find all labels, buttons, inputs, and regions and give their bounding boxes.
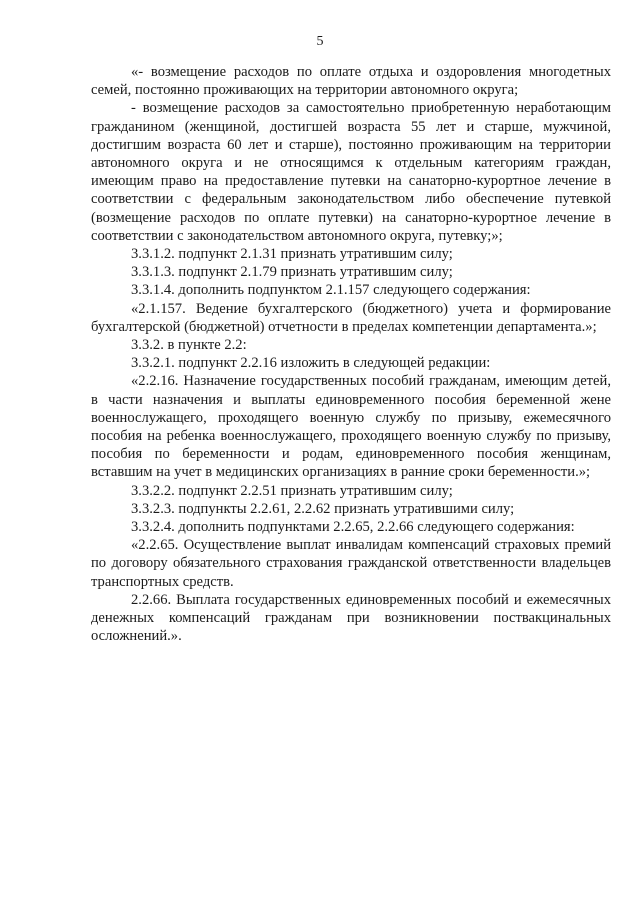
paragraph-3-3-2-1: 3.3.2.1. подпункт 2.2.16 изложить в следующей редакции: bbox=[131, 355, 491, 372]
paragraph-3-3-2-3: 3.3.2.3. подпункты 2.2.61, 2.2.62 признать утратившими силу; bbox=[131, 500, 515, 517]
paragraph-3-3-2-2: 3.3.2.2. подпункт 2.2.51 признать утратившим силу; bbox=[131, 482, 453, 499]
paragraph-3-3-1-3: 3.3.1.3. подпункт 2.1.79 признать утратившим силу; bbox=[131, 264, 453, 281]
paragraph-3-3-1-4: 3.3.1.4. дополнить подпунктом 2.1.157 следующего содержания: bbox=[131, 282, 531, 299]
paragraph-3-3-1-2: 3.3.1.2. подпункт 2.1.31 признать утратившим силу; bbox=[131, 246, 453, 263]
document-body bbox=[91, 63, 611, 646]
paragraph-3-3-2-4: 3.3.2.4. дополнить подпунктами 2.2.65, 2.2.66 следующего содержания: bbox=[131, 519, 575, 536]
paragraph-2-2-16: «2.2.16. Назначение государственных пособий гражданам, имеющим детей, в части назначения и выплаты единовременного пособия беременной жене военнослужащего, проходящего военную службу по призыву, ежемесячного пособия на ребенка военнослужащего, проходящего военную службу по призыву, пособия по беременности и родам, единовременного пособия женщинам, вставшим на учет в медицинских организациях в ранние сроки беременности.»; bbox=[91, 373, 611, 481]
paragraph-2-1-157: «2.1.157. Ведение бухгалтерского (бюджетного) учета и формирование бухгалтерской (бюджетной) отчетности в пределах компетенции департамента.»; bbox=[91, 300, 611, 335]
paragraph-large-families-rest: «- возмещение расходов по оплате отдыха и оздоровления многодетных семей, постоянно проживающих на территории автономного округа; bbox=[91, 64, 611, 99]
page-number: 5 bbox=[316, 34, 324, 49]
paragraph-2-2-66: 2.2.66. Выплата государственных единовременных пособий и ежемесячных денежных компенсаций гражданам при возникновении поствакцинальных осложнений.». bbox=[91, 591, 611, 645]
paragraph-3-3-2: 3.3.2. в пункте 2.2: bbox=[131, 337, 247, 354]
paragraph-sanatorium-voucher: - возмещение расходов за самостоятельно приобретенную неработающим гражданином (женщиной, достигшей возраста 55 лет и старше, мужчиной, достигшим возраста 60 лет и старше), постоянно проживающим на территории автономного округа и не относящимся к отдельным категориям граждан, имеющим право на предоставление путевки на санаторно-курортное лечение в соответствии с федеральным законодательством либо обеспечение путевкой (возмещение расходов по оплате путевки) на санаторно-курортное лечение в соответствии с законодательством автономного округа, путевку;»; bbox=[91, 100, 611, 244]
paragraph-2-2-65: «2.2.65. Осуществление выплат инвалидам компенсаций страховых премий по договору обязательного страхования гражданской ответственности владельцев транспортных средств. bbox=[91, 537, 611, 590]
